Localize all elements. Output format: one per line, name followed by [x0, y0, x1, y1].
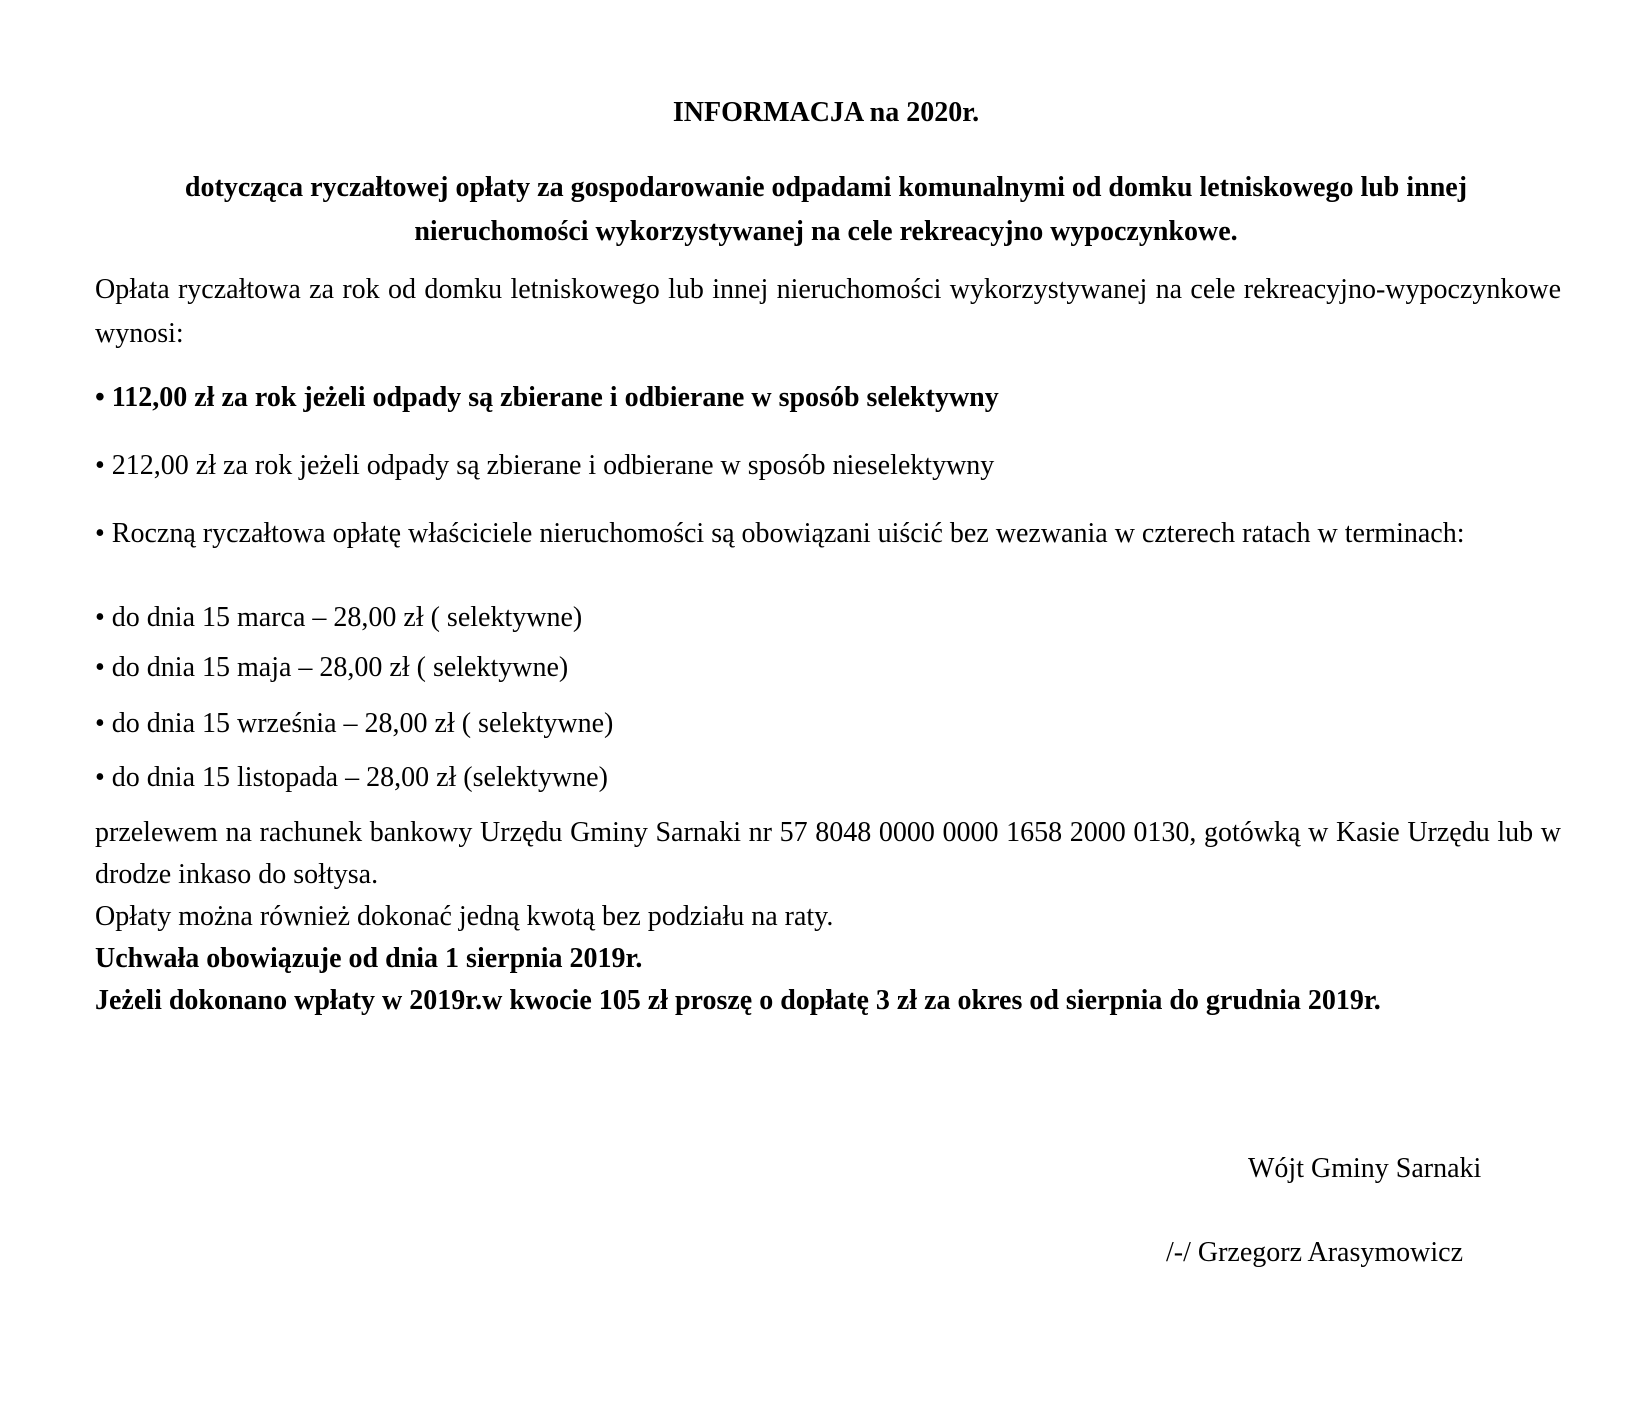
installment-item: • do dnia 15 marca – 28,00 zł ( selektywne) [95, 602, 583, 633]
document-subtitle: dotycząca ryczałtowej opłaty za gospodarowanie odpadami komunalnymi od domku letniskowego lub innej nieruchomości wykorzystywanej na cele rekreacyjno wypoczynkowe. [184, 172, 1468, 247]
signature-name: /-/ Grzegorz Arasymowicz [1166, 1237, 1463, 1268]
intro-paragraph: Opłata ryczałtowa za rok od domku letniskowego lub innej nieruchomości wykorzystywanej na cele rekreacyjno-wypoczynkowe wynosi: [95, 274, 1561, 349]
installment-item: • do dnia 15 listopada – 28,00 zł (selektywne) [95, 762, 608, 793]
effective-date-notice: Uchwała obowiązuje od dnia 1 sierpnia 2019r. [95, 943, 643, 974]
installments-intro: • Roczną ryczałtowa opłatę właściciele nieruchomości są obowiązani uiścić bez wezwania w czterech ratach w terminach: [95, 518, 1465, 549]
document-title: INFORMACJA na 2020r. [672, 97, 980, 128]
rate-non-selective: • 212,00 zł za rok jeżeli odpady są zbierane i odbierane w sposób nieselektywny [95, 450, 995, 481]
payment-lump-sum: Opłaty można również dokonać jedną kwotą bez podziału na raty. [95, 901, 834, 932]
payment-method: przelewem na rachunek bankowy Urzędu Gminy Sarnaki nr 57 8048 0000 0000 1658 2000 0130, gotówką w Kasie Urzędu lub w drodze inkaso do sołtysa. [95, 817, 1561, 890]
signature-office: Wójt Gminy Sarnaki [1248, 1153, 1482, 1184]
surcharge-notice: Jeżeli dokonano wpłaty w 2019r.w kwocie 105 zł proszę o dopłatę 3 zł za okres od sierpnia do grudnia 2019r. [95, 985, 1381, 1016]
installment-item: • do dnia 15 września – 28,00 zł ( selektywne) [95, 708, 614, 739]
installment-item: • do dnia 15 maja – 28,00 zł ( selektywne) [95, 652, 569, 683]
rate-selective: • 112,00 zł za rok jeżeli odpady są zbierane i odbierane w sposób selektywny [95, 382, 999, 413]
